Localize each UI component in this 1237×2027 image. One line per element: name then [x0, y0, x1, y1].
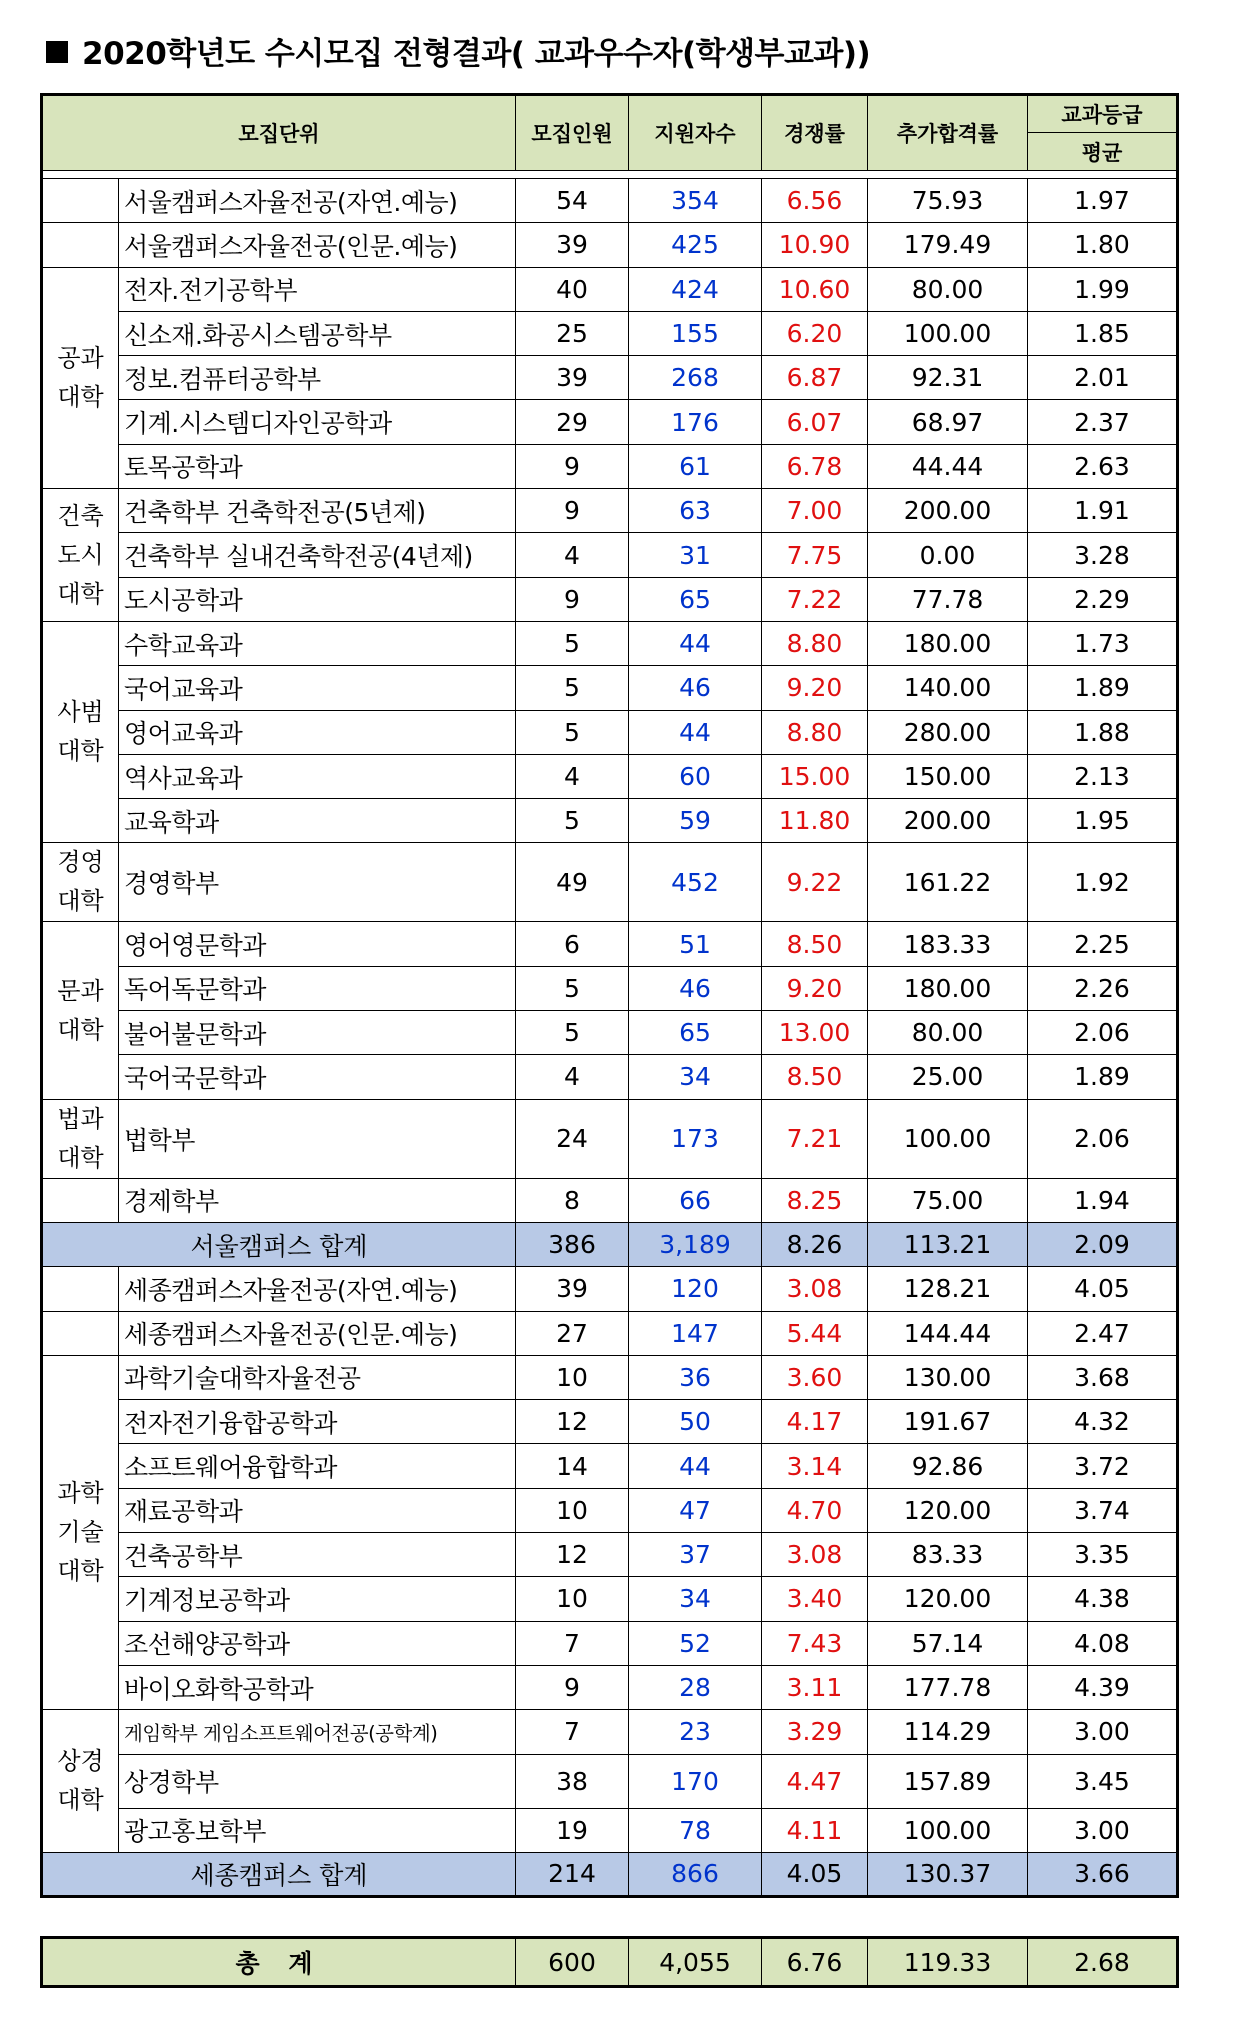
extra-rate-cell: 44.44 [868, 444, 1028, 488]
applicants-cell: 37 [629, 1533, 762, 1577]
quota-cell: 7 [516, 1621, 629, 1665]
grade-cell: 2.25 [1028, 922, 1178, 966]
quota-cell: 19 [516, 1808, 629, 1852]
table-row [42, 843, 1178, 922]
unit-cell: 신소재.화공시스템공학부 [119, 311, 516, 355]
extra-rate-cell: 128.21 [868, 1267, 1028, 1311]
quota-cell: 9 [516, 1665, 629, 1709]
grade-cell: 1.89 [1028, 666, 1178, 710]
grade-cell: 4.32 [1028, 1400, 1178, 1444]
header-unit: 모집단위 [42, 95, 516, 171]
subtotal-row [42, 1222, 1178, 1266]
quota-cell: 49 [516, 843, 629, 922]
ratio-cell: 7.75 [762, 533, 868, 577]
table-row [42, 489, 1178, 533]
unit-cell: 정보.컴퓨터공학부 [119, 356, 516, 400]
applicants-cell: 61 [629, 444, 762, 488]
quota-cell: 9 [516, 577, 629, 621]
applicants-cell: 78 [629, 1808, 762, 1852]
table-row [42, 1055, 1178, 1099]
table-row [42, 533, 1178, 577]
grade-cell: 1.85 [1028, 311, 1178, 355]
grade-cell: 1.97 [1028, 179, 1178, 223]
quota-cell: 38 [516, 1754, 629, 1808]
applicants-cell: 424 [629, 267, 762, 311]
quota-cell: 10 [516, 1355, 629, 1399]
college-cell: 경영 대학 [42, 843, 119, 922]
college-cell [42, 1178, 119, 1222]
unit-cell: 세종캠퍼스자율전공(인문.예능) [119, 1311, 516, 1355]
unit-cell: 과학기술대학자율전공 [119, 1355, 516, 1399]
header-quota: 모집인원 [516, 95, 629, 171]
quota-cell: 54 [516, 179, 629, 223]
ratio-cell: 3.40 [762, 1577, 868, 1621]
table-row [42, 1665, 1178, 1709]
extra-rate-cell: 83.33 [868, 1533, 1028, 1577]
quota-cell: 8 [516, 1178, 629, 1222]
extra-rate-cell: 80.00 [868, 267, 1028, 311]
applicants-cell: 50 [629, 1400, 762, 1444]
ratio-cell: 11.80 [762, 799, 868, 843]
ratio-cell: 6.56 [762, 179, 868, 223]
grade-cell: 1.99 [1028, 267, 1178, 311]
extra-rate-cell: 140.00 [868, 666, 1028, 710]
extra-rate-cell: 150.00 [868, 754, 1028, 798]
applicants-cell: 425 [629, 223, 762, 267]
applicants-cell: 34 [629, 1577, 762, 1621]
extra-rate-cell: 120.00 [868, 1488, 1028, 1532]
quota-cell: 12 [516, 1400, 629, 1444]
ratio-cell: 6.20 [762, 311, 868, 355]
applicants-cell: 31 [629, 533, 762, 577]
grade-cell: 1.80 [1028, 223, 1178, 267]
quota-cell: 9 [516, 489, 629, 533]
quota-cell: 29 [516, 400, 629, 444]
extra-rate-cell: 75.00 [868, 1178, 1028, 1222]
table-row [42, 1311, 1178, 1355]
college-cell: 문과 대학 [42, 922, 119, 1099]
total-table [40, 1936, 1179, 1988]
grade-cell: 2.47 [1028, 1311, 1178, 1355]
ratio-cell: 3.60 [762, 1355, 868, 1399]
ratio-cell: 4.47 [762, 1754, 868, 1808]
grade-cell: 3.68 [1028, 1355, 1178, 1399]
quota-cell: 10 [516, 1488, 629, 1532]
quota-cell: 5 [516, 666, 629, 710]
grade-cell: 1.73 [1028, 621, 1178, 665]
applicants-cell: 47 [629, 1488, 762, 1532]
grade-cell: 1.92 [1028, 843, 1178, 922]
grade-cell: 1.95 [1028, 799, 1178, 843]
grade-cell: 1.88 [1028, 710, 1178, 754]
unit-cell: 영어영문학과 [119, 922, 516, 966]
unit-cell: 게임학부 게임소프트웨어전공(공학계) [119, 1710, 516, 1754]
quota-cell: 5 [516, 966, 629, 1010]
unit-cell: 상경학부 [119, 1754, 516, 1808]
unit-cell: 영어교육과 [119, 710, 516, 754]
unit-cell: 경영학부 [119, 843, 516, 922]
extra-rate-cell: 25.00 [868, 1055, 1028, 1099]
table-row [42, 966, 1178, 1010]
extra-rate-cell: 183.33 [868, 922, 1028, 966]
table-row [42, 1533, 1178, 1577]
subtotal-label: 세종캠퍼스 합계 [42, 1852, 516, 1896]
table-row [42, 1808, 1178, 1852]
extra-rate-cell: 200.00 [868, 489, 1028, 533]
subtotal-row [42, 1852, 1178, 1896]
applicants-cell: 28 [629, 1665, 762, 1709]
college-cell [42, 1311, 119, 1355]
header-grade-bottom: 평균 [1028, 133, 1178, 171]
college-cell: 과학 기술 대학 [42, 1355, 119, 1709]
quota-cell: 24 [516, 1099, 629, 1178]
unit-cell: 경제학부 [119, 1178, 516, 1222]
extra-rate-cell: 92.31 [868, 356, 1028, 400]
unit-cell: 바이오화학공학과 [119, 1665, 516, 1709]
grade-cell: 2.63 [1028, 444, 1178, 488]
ratio-cell: 4.05 [762, 1852, 868, 1896]
grade-cell: 4.39 [1028, 1665, 1178, 1709]
quota-cell: 4 [516, 1055, 629, 1099]
extra-rate-cell: 113.21 [868, 1222, 1028, 1266]
college-cell: 공과 대학 [42, 267, 119, 488]
applicants-cell: 36 [629, 1355, 762, 1399]
applicants-cell: 34 [629, 1055, 762, 1099]
unit-cell: 교육학과 [119, 799, 516, 843]
ratio-cell: 3.08 [762, 1533, 868, 1577]
quota-cell: 386 [516, 1222, 629, 1266]
extra-rate-cell: 161.22 [868, 843, 1028, 922]
grade-cell: 3.28 [1028, 533, 1178, 577]
applicants-cell: 173 [629, 1099, 762, 1178]
grade-cell: 1.89 [1028, 1055, 1178, 1099]
total-grade: 2.68 [1028, 1938, 1178, 1987]
ratio-cell: 9.20 [762, 666, 868, 710]
grade-cell: 2.06 [1028, 1099, 1178, 1178]
ratio-cell: 8.25 [762, 1178, 868, 1222]
applicants-cell: 66 [629, 1178, 762, 1222]
quota-cell: 5 [516, 710, 629, 754]
quota-cell: 39 [516, 1267, 629, 1311]
unit-cell: 건축학부 실내건축학전공(4년제) [119, 533, 516, 577]
extra-rate-cell: 144.44 [868, 1311, 1028, 1355]
total-quota: 600 [516, 1938, 629, 1987]
college-cell: 상경 대학 [42, 1710, 119, 1853]
subtotal-label: 서울캠퍼스 합계 [42, 1222, 516, 1266]
ratio-cell: 7.43 [762, 1621, 868, 1665]
table-row [42, 799, 1178, 843]
grade-cell: 2.37 [1028, 400, 1178, 444]
table-row [42, 621, 1178, 665]
unit-cell: 기계.시스템디자인공학과 [119, 400, 516, 444]
ratio-cell: 9.22 [762, 843, 868, 922]
unit-cell: 독어독문학과 [119, 966, 516, 1010]
college-cell [42, 179, 119, 223]
grade-cell: 3.72 [1028, 1444, 1178, 1488]
grade-cell: 2.29 [1028, 577, 1178, 621]
ratio-cell: 5.44 [762, 1311, 868, 1355]
unit-cell: 전자전기융합공학과 [119, 1400, 516, 1444]
table-body [42, 179, 1178, 1897]
ratio-cell: 8.80 [762, 710, 868, 754]
applicants-cell: 354 [629, 179, 762, 223]
table-row [42, 1577, 1178, 1621]
extra-rate-cell: 200.00 [868, 799, 1028, 843]
quota-cell: 5 [516, 621, 629, 665]
quota-cell: 4 [516, 533, 629, 577]
extra-rate-cell: 130.37 [868, 1852, 1028, 1896]
unit-cell: 도시공학과 [119, 577, 516, 621]
applicants-cell: 63 [629, 489, 762, 533]
grade-cell: 3.74 [1028, 1488, 1178, 1532]
table-row [42, 710, 1178, 754]
extra-rate-cell: 179.49 [868, 223, 1028, 267]
unit-cell: 서울캠퍼스자율전공(자연.예능) [119, 179, 516, 223]
grade-cell: 3.66 [1028, 1852, 1178, 1896]
applicants-cell: 268 [629, 356, 762, 400]
unit-cell: 불어불문학과 [119, 1011, 516, 1055]
grade-cell: 3.00 [1028, 1710, 1178, 1754]
quota-cell: 214 [516, 1852, 629, 1896]
table-row [42, 1754, 1178, 1808]
grade-cell: 2.06 [1028, 1011, 1178, 1055]
table-row [42, 223, 1178, 267]
applicants-cell: 59 [629, 799, 762, 843]
grade-cell: 4.38 [1028, 1577, 1178, 1621]
college-cell: 사범 대학 [42, 621, 119, 842]
table-row [42, 1621, 1178, 1665]
square-bullet-icon [46, 41, 68, 63]
table-row [42, 754, 1178, 798]
ratio-cell: 4.11 [762, 1808, 868, 1852]
table-header [42, 95, 1178, 179]
extra-rate-cell: 75.93 [868, 179, 1028, 223]
unit-cell: 서울캠퍼스자율전공(인문.예능) [119, 223, 516, 267]
unit-cell: 전자.전기공학부 [119, 267, 516, 311]
table-row [42, 179, 1178, 223]
ratio-cell: 7.22 [762, 577, 868, 621]
applicants-cell: 65 [629, 1011, 762, 1055]
table-row [42, 1011, 1178, 1055]
applicants-cell: 44 [629, 1444, 762, 1488]
quota-cell: 5 [516, 799, 629, 843]
college-cell [42, 223, 119, 267]
extra-rate-cell: 100.00 [868, 311, 1028, 355]
quota-cell: 39 [516, 356, 629, 400]
unit-cell: 국어국문학과 [119, 1055, 516, 1099]
table-row [42, 577, 1178, 621]
quota-cell: 6 [516, 922, 629, 966]
college-cell [42, 1267, 119, 1311]
quota-cell: 5 [516, 1011, 629, 1055]
ratio-cell: 8.26 [762, 1222, 868, 1266]
unit-cell: 국어교육과 [119, 666, 516, 710]
unit-cell: 역사교육과 [119, 754, 516, 798]
quota-cell: 25 [516, 311, 629, 355]
table-row [42, 267, 1178, 311]
total-ratio: 6.76 [762, 1938, 868, 1987]
applicants-cell: 176 [629, 400, 762, 444]
extra-rate-cell: 180.00 [868, 966, 1028, 1010]
ratio-cell: 6.87 [762, 356, 868, 400]
ratio-cell: 15.00 [762, 754, 868, 798]
unit-cell: 기계정보공학과 [119, 1577, 516, 1621]
page-title [46, 28, 870, 73]
grade-cell: 3.45 [1028, 1754, 1178, 1808]
extra-rate-cell: 68.97 [868, 400, 1028, 444]
applicants-cell: 866 [629, 1852, 762, 1896]
applicants-cell: 46 [629, 966, 762, 1010]
extra-rate-cell: 100.00 [868, 1099, 1028, 1178]
applicants-cell: 52 [629, 1621, 762, 1665]
extra-rate-cell: 191.67 [868, 1400, 1028, 1444]
grade-cell: 1.91 [1028, 489, 1178, 533]
ratio-cell: 10.90 [762, 223, 868, 267]
unit-cell: 수학교육과 [119, 621, 516, 665]
applicants-cell: 65 [629, 577, 762, 621]
table-row [42, 311, 1178, 355]
ratio-cell: 10.60 [762, 267, 868, 311]
applicants-cell: 120 [629, 1267, 762, 1311]
header-gap [42, 171, 1178, 179]
extra-rate-cell: 57.14 [868, 1621, 1028, 1665]
extra-rate-cell: 120.00 [868, 1577, 1028, 1621]
ratio-cell: 7.00 [762, 489, 868, 533]
unit-cell: 법학부 [119, 1099, 516, 1178]
total-label: 총 계 [42, 1938, 516, 1987]
total-applicants: 4,055 [629, 1938, 762, 1987]
quota-cell: 39 [516, 223, 629, 267]
ratio-cell: 3.08 [762, 1267, 868, 1311]
unit-cell: 소프트웨어융합학과 [119, 1444, 516, 1488]
grade-cell: 2.01 [1028, 356, 1178, 400]
extra-rate-cell: 114.29 [868, 1710, 1028, 1754]
total-row [42, 1938, 1178, 1987]
ratio-cell: 8.80 [762, 621, 868, 665]
unit-cell: 재료공학과 [119, 1488, 516, 1532]
extra-rate-cell: 157.89 [868, 1754, 1028, 1808]
table-row [42, 1267, 1178, 1311]
ratio-cell: 3.11 [762, 1665, 868, 1709]
applicants-cell: 155 [629, 311, 762, 355]
header-extra-rate: 추가합격률 [868, 95, 1028, 171]
table-row [42, 356, 1178, 400]
applicants-cell: 44 [629, 710, 762, 754]
extra-rate-cell: 177.78 [868, 1665, 1028, 1709]
extra-rate-cell: 130.00 [868, 1355, 1028, 1399]
grade-cell: 3.00 [1028, 1808, 1178, 1852]
college-cell: 건축 도시 대학 [42, 489, 119, 622]
quota-cell: 12 [516, 1533, 629, 1577]
table-row [42, 1488, 1178, 1532]
grade-cell: 4.08 [1028, 1621, 1178, 1665]
applicants-cell: 46 [629, 666, 762, 710]
quota-cell: 14 [516, 1444, 629, 1488]
quota-cell: 10 [516, 1577, 629, 1621]
table-row [42, 1710, 1178, 1754]
unit-cell: 건축학부 건축학전공(5년제) [119, 489, 516, 533]
header-ratio: 경쟁률 [762, 95, 868, 171]
ratio-cell: 13.00 [762, 1011, 868, 1055]
table-row [42, 922, 1178, 966]
unit-cell: 조선해양공학과 [119, 1621, 516, 1665]
ratio-cell: 4.70 [762, 1488, 868, 1532]
applicants-cell: 60 [629, 754, 762, 798]
quota-cell: 4 [516, 754, 629, 798]
applicants-cell: 23 [629, 1710, 762, 1754]
applicants-cell: 51 [629, 922, 762, 966]
total-extra-rate: 119.33 [868, 1938, 1028, 1987]
grade-cell: 4.05 [1028, 1267, 1178, 1311]
applicants-cell: 44 [629, 621, 762, 665]
college-cell: 법과 대학 [42, 1099, 119, 1178]
table-row [42, 444, 1178, 488]
extra-rate-cell: 100.00 [868, 1808, 1028, 1852]
table-row [42, 400, 1178, 444]
ratio-cell: 3.29 [762, 1710, 868, 1754]
ratio-cell: 8.50 [762, 922, 868, 966]
ratio-cell: 7.21 [762, 1099, 868, 1178]
applicants-cell: 147 [629, 1311, 762, 1355]
unit-cell: 세종캠퍼스자율전공(자연.예능) [119, 1267, 516, 1311]
extra-rate-cell: 180.00 [868, 621, 1028, 665]
table-row [42, 1178, 1178, 1222]
ratio-cell: 8.50 [762, 1055, 868, 1099]
header-grade-top: 교과등급 [1028, 95, 1178, 133]
extra-rate-cell: 80.00 [868, 1011, 1028, 1055]
unit-cell: 건축공학부 [119, 1533, 516, 1577]
table-row [42, 666, 1178, 710]
grade-cell: 2.09 [1028, 1222, 1178, 1266]
ratio-cell: 9.20 [762, 966, 868, 1010]
table-row [42, 1400, 1178, 1444]
quota-cell: 27 [516, 1311, 629, 1355]
extra-rate-cell: 77.78 [868, 577, 1028, 621]
ratio-cell: 4.17 [762, 1400, 868, 1444]
results-table [40, 93, 1179, 1898]
grade-cell: 2.26 [1028, 966, 1178, 1010]
extra-rate-cell: 92.86 [868, 1444, 1028, 1488]
quota-cell: 9 [516, 444, 629, 488]
table-row [42, 1099, 1178, 1178]
unit-cell: 토목공학과 [119, 444, 516, 488]
page-title-text: 2020학년도 수시모집 전형결과( 교과우수자(학생부교과)) [82, 36, 871, 72]
applicants-cell: 170 [629, 1754, 762, 1808]
applicants-cell: 452 [629, 843, 762, 922]
ratio-cell: 3.14 [762, 1444, 868, 1488]
grade-cell: 2.13 [1028, 754, 1178, 798]
quota-cell: 40 [516, 267, 629, 311]
header-applicants: 지원자수 [629, 95, 762, 171]
ratio-cell: 6.07 [762, 400, 868, 444]
quota-cell: 7 [516, 1710, 629, 1754]
unit-cell: 광고홍보학부 [119, 1808, 516, 1852]
table-row [42, 1355, 1178, 1399]
table-row [42, 1444, 1178, 1488]
extra-rate-cell: 280.00 [868, 710, 1028, 754]
extra-rate-cell: 0.00 [868, 533, 1028, 577]
grade-cell: 1.94 [1028, 1178, 1178, 1222]
applicants-cell: 3,189 [629, 1222, 762, 1266]
ratio-cell: 6.78 [762, 444, 868, 488]
grade-cell: 3.35 [1028, 1533, 1178, 1577]
